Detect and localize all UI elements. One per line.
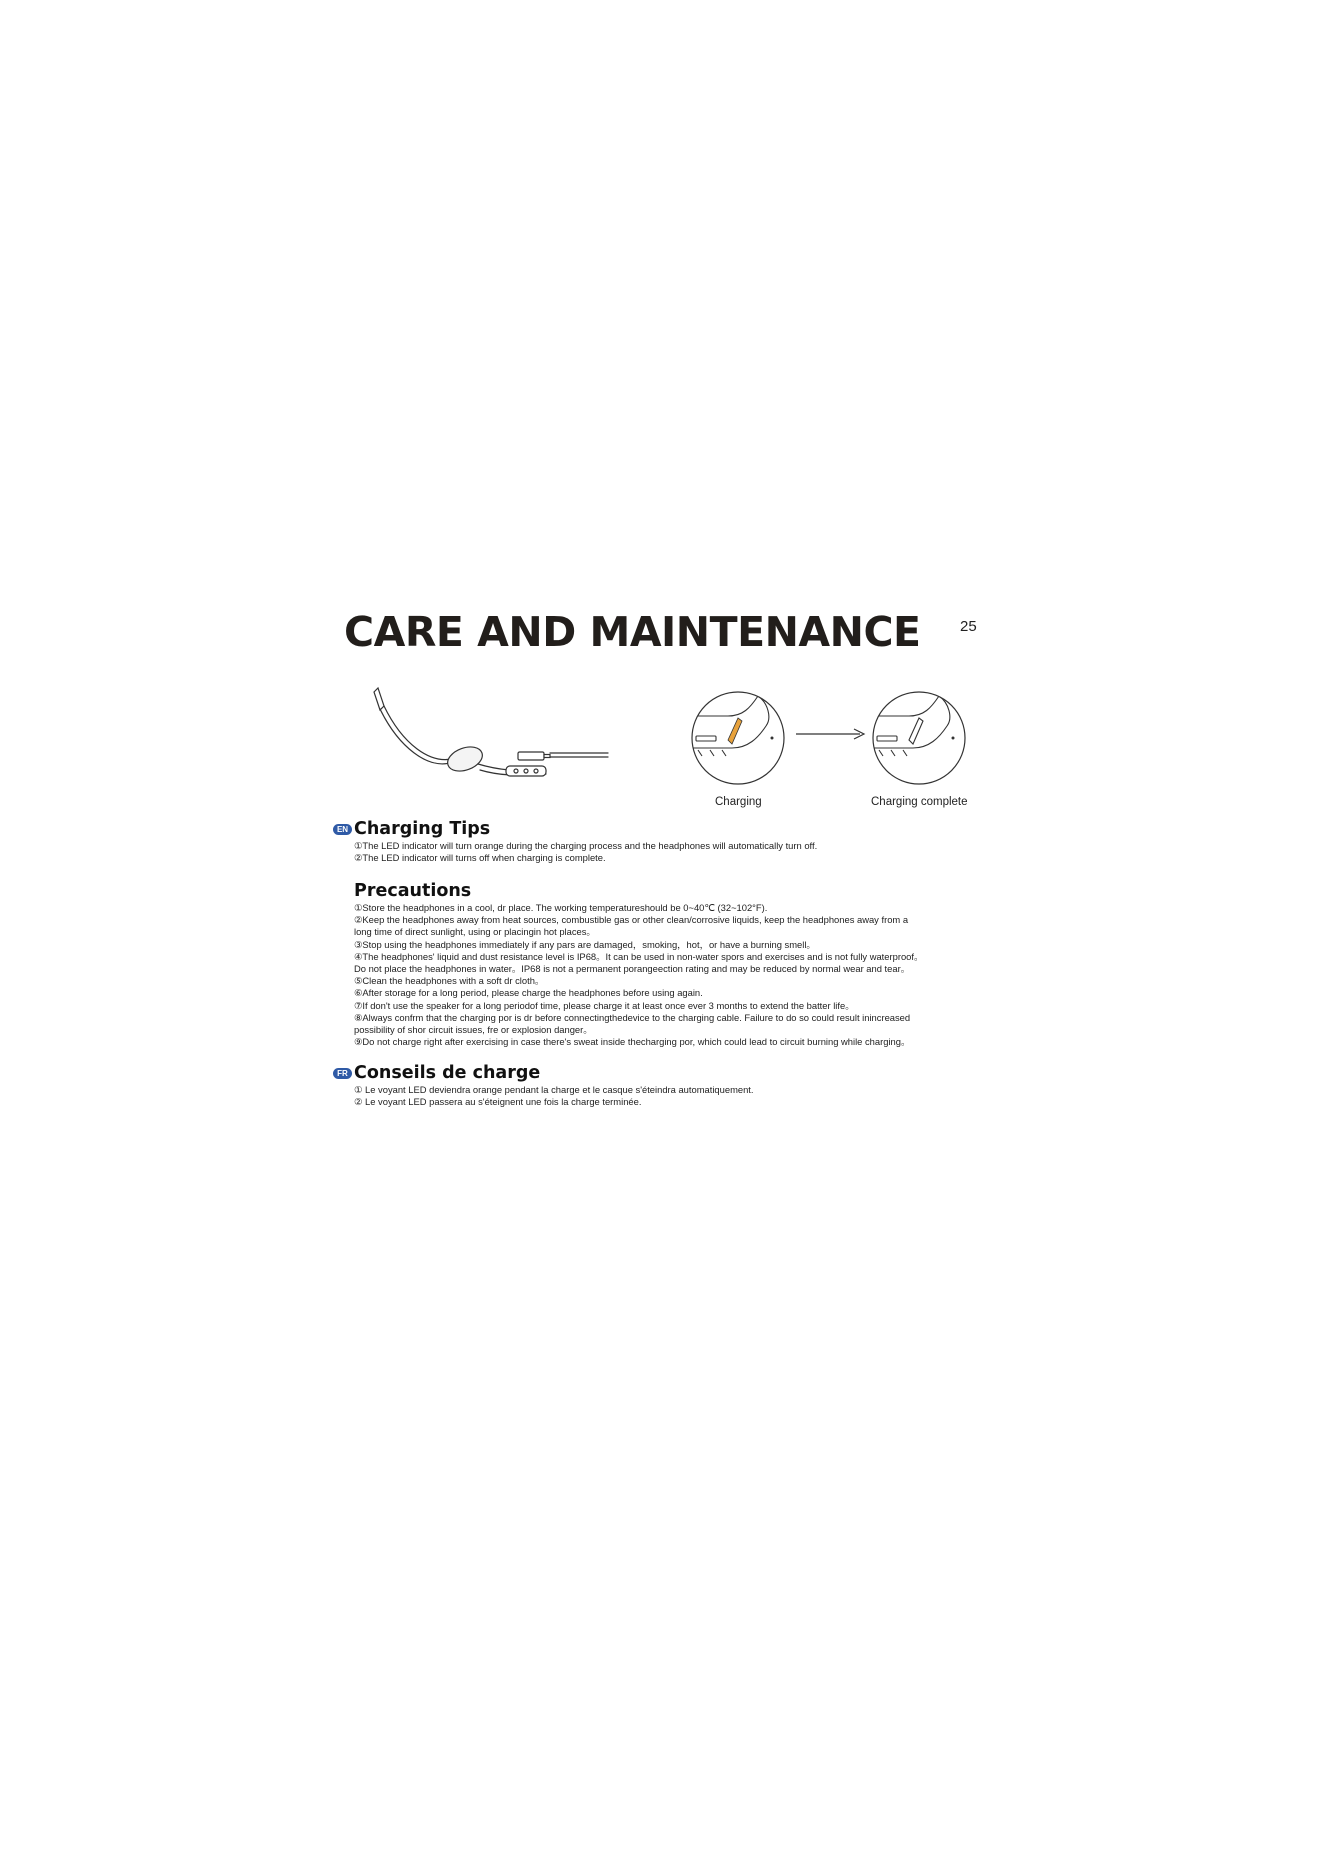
text-line: ⑤Clean the headphones with a soft dr cloth。 <box>354 975 545 987</box>
section-title: Conseils de charge <box>354 1063 541 1083</box>
precautions-section <box>354 880 994 1048</box>
conseils-section <box>337 1062 994 1108</box>
language-badge-fr: FR <box>333 1068 352 1079</box>
charging-tips-lines <box>354 840 994 864</box>
page-title: CARE AND MAINTENANCE <box>344 608 921 656</box>
headset-charging-illustration <box>368 686 618 790</box>
text-line: ① Le voyant LED deviendra orange pendant la charge et le casque s'éteindra automatiquement. <box>354 1084 754 1095</box>
text-line: ③Stop using the headphones immediately if any pars are damaged，smoking，hot，or have a burning smell。 <box>354 938 816 950</box>
text-line: ⑥After storage for a long period, please charge the headphones before using again. <box>354 987 703 999</box>
language-badge-en: EN <box>333 824 352 835</box>
text-line: ②Keep the headphones away from heat sources, combustible gas or other clean/corrosive liquids, keep the headphones away from a <box>354 914 909 926</box>
text-line: ⑧Always confrm that the charging por is dr before connectingthedevice to the charging cable. Failure to do so could result inincreased <box>354 1011 911 1023</box>
text-line: ②The LED indicator will turns off when charging is complete. <box>354 852 606 864</box>
charging-led-illustration <box>688 688 788 788</box>
precautions-lines <box>354 902 994 1048</box>
conseils-lines <box>354 1084 994 1108</box>
caption-charging: Charging <box>715 796 762 808</box>
conseils-header <box>337 1062 994 1084</box>
text-line: Do not place the headphones in water。IP68 is not a permanent porangeection rating and may be reduced by normal wear and tear。 <box>354 963 911 975</box>
text-line: ④The headphones' liquid and dust resistance level is IP68。It can be used in non-water spors and exercises and is not fully waterproof。 <box>354 950 924 962</box>
text-line: ② Le voyant LED passera au s'éteignent une fois la charge terminée. <box>354 1096 642 1108</box>
text-line: ①The LED indicator will turn orange during the charging process and the headphones will automatically turn off. <box>354 840 818 851</box>
text-line: ①Store the headphones in a cool, dr place. The working temperatureshould be 0~40℃ (32~102°F). <box>354 902 768 913</box>
text-line: possibility of shor circuit issues, fre or explosion danger。 <box>354 1024 593 1036</box>
caption-charging-complete: Charging complete <box>871 796 968 808</box>
charging-complete-illustration <box>869 688 969 788</box>
charging-tips-section <box>336 818 994 864</box>
section-title: Precautions <box>354 881 472 901</box>
text-line: ⑦If don't use the speaker for a long periodof time, please charge it at least once ever 3 months to extend the batter life。 <box>354 999 855 1011</box>
precautions-header <box>354 880 994 902</box>
arrow-icon <box>794 727 866 741</box>
charging-tips-header <box>336 818 994 840</box>
text-line: long time of direct sunlight, using or placingin hot places。 <box>354 926 596 938</box>
page-number: 25 <box>960 618 977 635</box>
text-line: ⑨Do not charge right after exercising in case there's sweat inside thecharging por, which could lead to circuit burning while charging。 <box>354 1036 911 1048</box>
section-title: Charging Tips <box>354 819 491 839</box>
